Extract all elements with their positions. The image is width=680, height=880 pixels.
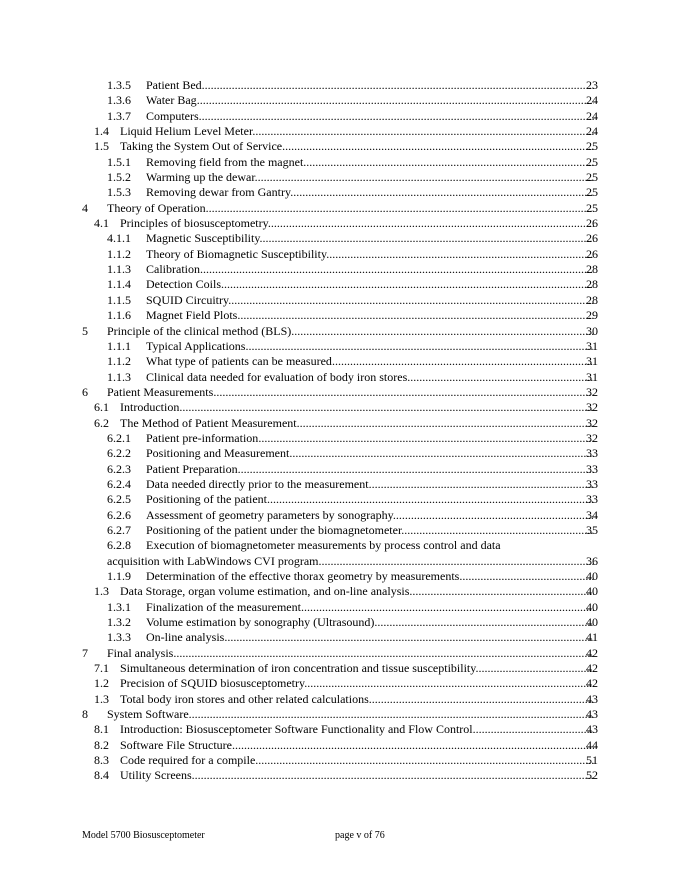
toc-entry[interactable] bbox=[0, 692, 680, 707]
toc-entry-number: 1.3.3 bbox=[107, 630, 131, 645]
toc-entry-title: Typical Applications bbox=[146, 338, 246, 353]
toc-entry-title: Calibration. bbox=[146, 262, 203, 277]
toc-entry-number: 6.2.6 bbox=[107, 507, 131, 522]
toc-entry-number: 6.2.5 bbox=[107, 492, 131, 507]
toc-entry-title: Warming up the dewar bbox=[146, 170, 255, 185]
toc-entry[interactable] bbox=[0, 277, 680, 292]
toc-entry-page: 40 bbox=[586, 599, 598, 614]
toc-entry-page: 34 bbox=[586, 507, 598, 522]
toc-entry-title: Final analysis bbox=[107, 645, 174, 660]
toc-entry[interactable] bbox=[0, 247, 680, 262]
toc-entry-page: 32 bbox=[586, 415, 598, 430]
toc-entry-page: 42 bbox=[586, 676, 598, 691]
toc-entry-page: 32 bbox=[586, 384, 598, 399]
table-of-contents bbox=[0, 78, 680, 784]
toc-entry[interactable] bbox=[0, 231, 680, 246]
toc-entry-title: System Software bbox=[107, 707, 189, 722]
toc-entry-title: Magnet Field Plots bbox=[146, 308, 238, 323]
toc-entry-title: Simultaneous determination of iron concentration and tissue susceptibility. bbox=[120, 661, 479, 676]
toc-entry[interactable] bbox=[0, 676, 680, 691]
footer-page-number: page v of 76 bbox=[335, 830, 385, 841]
toc-entry-title: Theory of Operation bbox=[107, 200, 206, 215]
toc-entry-number: 1.1.9 bbox=[107, 569, 131, 583]
toc-entry-title: Software File Structure bbox=[120, 737, 232, 752]
toc-entry-page: 52 bbox=[586, 768, 598, 783]
toc-entry-number: 6.2.4 bbox=[107, 476, 131, 491]
toc-entry-number: 1.5 bbox=[94, 139, 109, 154]
toc-entry-page: 25 bbox=[586, 139, 598, 154]
toc-entry-title: Volume estimation by sonography (Ultrasound) bbox=[146, 615, 375, 630]
toc-entry[interactable] bbox=[0, 630, 680, 645]
toc-entry-number: 1.3.6 bbox=[107, 93, 131, 108]
toc-entry-page: 33 bbox=[586, 492, 598, 507]
toc-entry-title: Patient Bed bbox=[146, 78, 202, 92]
toc-entry[interactable] bbox=[0, 400, 680, 415]
toc-entry-title: Taking the System Out of Service bbox=[120, 139, 283, 154]
toc-entry[interactable] bbox=[0, 139, 680, 154]
toc-entry-page: 42 bbox=[586, 661, 598, 676]
toc-entry[interactable] bbox=[0, 109, 680, 124]
toc-entry-page: 40 bbox=[586, 584, 598, 599]
toc-entry-number: 1.2 bbox=[94, 676, 109, 691]
toc-entry-number: 1.5.2 bbox=[107, 170, 131, 185]
toc-entry-number: 6.2.8 bbox=[107, 538, 131, 553]
toc-entry[interactable] bbox=[0, 216, 680, 231]
toc-entry-title: Finalization of the measurement bbox=[146, 599, 301, 614]
toc-entry[interactable] bbox=[0, 615, 680, 630]
toc-entry-number: 8.2 bbox=[94, 737, 109, 752]
toc-entry-page: 25 bbox=[586, 154, 598, 169]
toc-entry[interactable] bbox=[0, 201, 680, 216]
toc-entry-number: 1.3.7 bbox=[107, 108, 131, 123]
toc-entry-title: Principle of the clinical method (BLS) bbox=[107, 323, 292, 338]
toc-entry-title: Positioning of the patient under the biomagnetometer bbox=[146, 522, 402, 537]
toc-entry-page: 42 bbox=[586, 645, 598, 660]
toc-entry-page: 31 bbox=[586, 354, 598, 369]
toc-entry-page: 24 bbox=[586, 108, 598, 123]
toc-entry-page: 44 bbox=[586, 737, 598, 752]
toc-entry[interactable] bbox=[0, 600, 680, 615]
toc-entry[interactable] bbox=[0, 768, 680, 783]
toc-entry-page: 28 bbox=[586, 277, 598, 292]
toc-entry-page: 26 bbox=[586, 246, 598, 261]
toc-entry-title: What type of patients can be measured bbox=[146, 354, 332, 369]
toc-entry-title: Clinical data needed for evaluation of body iron stores bbox=[146, 369, 408, 384]
toc-entry[interactable] bbox=[0, 324, 680, 339]
toc-entry[interactable] bbox=[0, 339, 680, 354]
toc-entry-number: 4 bbox=[82, 200, 88, 215]
toc-entry[interactable] bbox=[0, 385, 680, 400]
toc-entry-number: 1.1.1 bbox=[107, 338, 131, 353]
toc-entry-title: Liquid Helium Level Meter bbox=[120, 124, 253, 139]
toc-entry-title: Water Bag bbox=[146, 93, 197, 108]
toc-entry-title: SQUID Circuitry bbox=[146, 292, 229, 307]
toc-entry-page: 24 bbox=[586, 93, 598, 108]
toc-entry-page: 43 bbox=[586, 707, 598, 722]
toc-entry-page: 33 bbox=[586, 461, 598, 476]
toc-entry-number: 1.1.2 bbox=[107, 246, 131, 261]
toc-entry-title: Data Storage, organ volume estimation, and on-line analysis bbox=[120, 584, 410, 599]
toc-entry[interactable] bbox=[0, 308, 680, 323]
toc-entry-page: 33 bbox=[586, 476, 598, 491]
toc-entry-page: 32 bbox=[586, 430, 598, 445]
toc-entry-title: Execution of biomagnetometer measurements by process control and data bbox=[146, 538, 501, 553]
toc-entry-title: Utility Screens bbox=[120, 768, 192, 783]
toc-entry-page: 35 bbox=[586, 522, 598, 537]
page-footer bbox=[82, 829, 602, 843]
toc-entry-title: Code required for a compile bbox=[120, 753, 256, 768]
toc-entry-page: 43 bbox=[586, 722, 598, 737]
toc-entry-title: Patient Measurements bbox=[107, 384, 214, 399]
toc-entry-continuation[interactable] bbox=[0, 554, 680, 569]
toc-entry-page: 28 bbox=[586, 292, 598, 307]
toc-entry-number: 6.2.7 bbox=[107, 522, 131, 537]
toc-entry-number: 7.1 bbox=[94, 661, 109, 676]
toc-entry-number: 1.3.1 bbox=[107, 599, 131, 614]
toc-entry-title: Computers bbox=[146, 108, 199, 123]
toc-entry[interactable] bbox=[0, 569, 680, 584]
toc-entry-page: 43 bbox=[586, 691, 598, 706]
toc-entry-title: Assessment of geometry parameters by sonography bbox=[146, 507, 393, 522]
toc-entry-number: 1.3 bbox=[94, 584, 109, 599]
toc-entry[interactable] bbox=[0, 354, 680, 369]
toc-entry-title: Removing field from the magnet bbox=[146, 154, 304, 169]
toc-entry-number: 1.3 bbox=[94, 691, 109, 706]
toc-entry-title: Introduction bbox=[120, 400, 180, 415]
toc-entry-number: 4.1 bbox=[94, 216, 109, 231]
toc-entry-title: Data needed directly prior to the measurement bbox=[146, 476, 369, 491]
toc-entry-page: 29 bbox=[586, 308, 598, 323]
toc-entry-page: 40 bbox=[586, 615, 598, 630]
toc-entry-page: 51 bbox=[586, 753, 598, 768]
toc-entry-number: 8.3 bbox=[94, 753, 109, 768]
toc-entry-title: The Method of Patient Measurement bbox=[120, 415, 297, 430]
toc-entry-number: 8.4 bbox=[94, 768, 109, 783]
toc-entry[interactable] bbox=[0, 262, 680, 277]
toc-entry[interactable] bbox=[0, 661, 680, 676]
toc-entry-title: Positioning and Measurement bbox=[146, 446, 290, 461]
toc-entry[interactable] bbox=[0, 124, 680, 139]
toc-entry[interactable] bbox=[0, 492, 680, 507]
toc-entry-page: 41 bbox=[586, 630, 598, 645]
toc-entry-page: 36 bbox=[586, 553, 598, 568]
toc-entry-number: 1.3.2 bbox=[107, 615, 131, 630]
toc-entry-number: 6.2.2 bbox=[107, 446, 131, 461]
toc-entry-title: Positioning of the patient bbox=[146, 492, 267, 507]
toc-entry-number: 1.5.3 bbox=[107, 185, 131, 200]
toc-entry-title: Patient pre-information bbox=[146, 430, 259, 445]
toc-entry[interactable] bbox=[0, 462, 680, 477]
toc-entry-number: 6 bbox=[82, 384, 88, 399]
toc-entry-number: 5 bbox=[82, 323, 88, 338]
toc-entry[interactable] bbox=[0, 93, 680, 108]
toc-entry-number: 1.1.4 bbox=[107, 277, 131, 292]
toc-entry-page: 25 bbox=[586, 185, 598, 200]
footer-document-title: Model 5700 Biosusceptometer bbox=[82, 830, 205, 841]
toc-entry-title: Theory of Biomagnetic Susceptibility bbox=[146, 246, 327, 261]
toc-entry-number: 8 bbox=[82, 707, 88, 722]
toc-entry-number: 1.1.3 bbox=[107, 369, 131, 384]
toc-entry[interactable] bbox=[0, 722, 680, 737]
toc-entry-number: 1.5.1 bbox=[107, 154, 131, 169]
toc-entry-page: 24 bbox=[586, 124, 598, 139]
toc-entry-number: 6.2.1 bbox=[107, 430, 131, 445]
toc-entry-title-continued: acquisition with LabWindows CVI program. bbox=[107, 553, 322, 568]
toc-entry-title: Removing dewar from Gantry bbox=[146, 185, 291, 200]
toc-entry-title: Patient Preparation bbox=[146, 461, 238, 476]
toc-entry-title: Total body iron stores and other related calculations bbox=[120, 691, 369, 706]
toc-entry-page: 40 bbox=[586, 569, 598, 583]
toc-entry[interactable] bbox=[0, 707, 680, 722]
toc-entry-number: 1.1.3 bbox=[107, 262, 131, 277]
toc-entry-page: 32 bbox=[586, 400, 598, 415]
toc-entry-number: 1.1.5 bbox=[107, 292, 131, 307]
toc-entry-number: 8.1 bbox=[94, 722, 109, 737]
toc-entry[interactable] bbox=[0, 753, 680, 768]
toc-entry-title: Precision of SQUID biosusceptometry bbox=[120, 676, 305, 691]
toc-entry[interactable] bbox=[0, 78, 680, 93]
toc-entry-number: 4.1.1 bbox=[107, 231, 131, 246]
toc-entry[interactable] bbox=[0, 538, 680, 553]
toc-entry-number: 1.1.6 bbox=[107, 308, 131, 323]
toc-entry[interactable] bbox=[0, 508, 680, 523]
toc-entry-number: 6.2.3 bbox=[107, 461, 131, 476]
toc-entry-page: 31 bbox=[586, 338, 598, 353]
toc-entry-page: 28 bbox=[586, 262, 598, 277]
toc-entry-title: Magnetic Susceptibility bbox=[146, 231, 260, 246]
toc-entry-number: 1.4 bbox=[94, 124, 109, 139]
toc-entry-number: 7 bbox=[82, 645, 88, 660]
toc-entry-title: On-line analysis bbox=[146, 630, 225, 645]
toc-entry-page: 31 bbox=[586, 369, 598, 384]
toc-entry-title: Principles of biosusceptometry bbox=[120, 216, 268, 231]
toc-entry[interactable] bbox=[0, 293, 680, 308]
toc-entry-page: 30 bbox=[586, 323, 598, 338]
toc-entry-number: 6.1 bbox=[94, 400, 109, 415]
toc-entry[interactable] bbox=[0, 431, 680, 446]
toc-entry[interactable] bbox=[0, 738, 680, 753]
toc-entry-title: Detection Coils bbox=[146, 277, 221, 292]
toc-entry[interactable] bbox=[0, 446, 680, 461]
toc-entry[interactable] bbox=[0, 185, 680, 200]
toc-entry-title: Introduction: Biosusceptometer Software Functionality and Flow Control bbox=[120, 722, 473, 737]
toc-entry[interactable] bbox=[0, 584, 680, 599]
toc-entry-page: 26 bbox=[586, 216, 598, 231]
toc-entry-page: 23 bbox=[586, 78, 598, 92]
toc-entry[interactable] bbox=[0, 477, 680, 492]
toc-entry-page: 33 bbox=[586, 446, 598, 461]
toc-entry[interactable] bbox=[0, 370, 680, 385]
toc-entry-number: 1.1.2 bbox=[107, 354, 131, 369]
toc-entry-page: 25 bbox=[586, 200, 598, 215]
toc-entry[interactable] bbox=[0, 170, 680, 185]
toc-entry-title: Determination of the effective thorax geometry by measurements bbox=[146, 569, 460, 583]
toc-entry[interactable] bbox=[0, 646, 680, 661]
toc-entry[interactable] bbox=[0, 416, 680, 431]
toc-entry-number: 1.3.5 bbox=[107, 78, 131, 92]
toc-entry-number: 6.2 bbox=[94, 415, 109, 430]
toc-entry[interactable] bbox=[0, 155, 680, 170]
toc-entry[interactable] bbox=[0, 523, 680, 538]
toc-entry-page: 25 bbox=[586, 170, 598, 185]
toc-entry-page: 26 bbox=[586, 231, 598, 246]
